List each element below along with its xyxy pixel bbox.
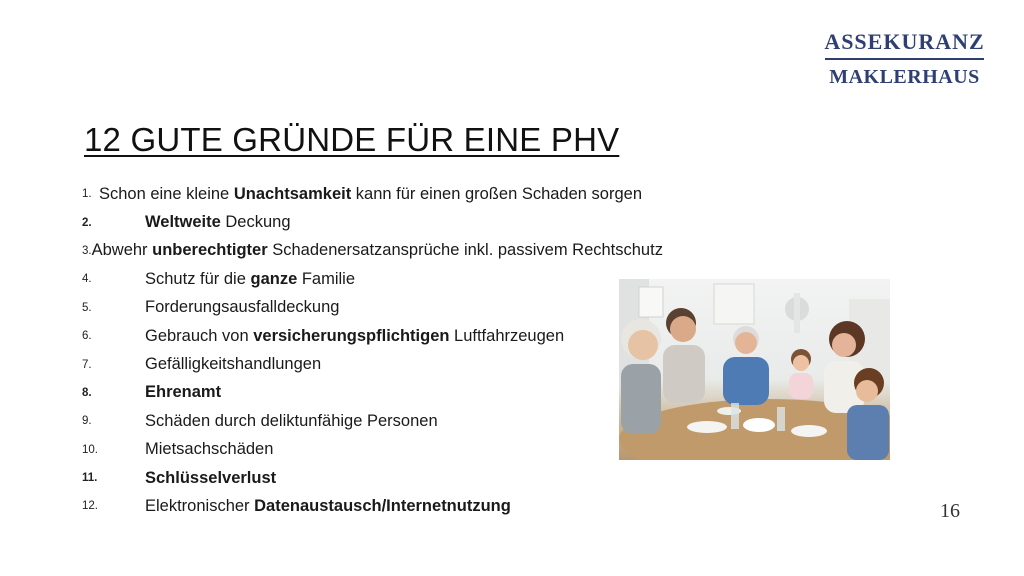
reason-text (145, 213, 291, 232)
reason-item (82, 492, 642, 520)
reason-number: 3. (82, 244, 92, 257)
reason-text-part: Deckung (220, 213, 291, 232)
reason-text (145, 440, 273, 459)
reasons-list (82, 180, 663, 521)
reason-text (145, 383, 221, 402)
reason-text (145, 469, 276, 488)
family-dinner-illustration (619, 279, 890, 460)
reason-item (82, 379, 642, 407)
reason-number: 5. (82, 301, 92, 314)
reason-item (82, 436, 642, 464)
reason-number: 10. (82, 443, 98, 456)
reason-text (145, 355, 321, 374)
reason-number: 7. (82, 358, 92, 371)
reason-text-part: Mietsachschäden (145, 440, 274, 459)
reason-text-emphasis: versicherungspflichtigen (253, 326, 450, 345)
logo-line-2: MAKLERHAUS (829, 66, 980, 88)
reason-text (145, 497, 511, 516)
reason-text-part: Schon eine kleine (98, 184, 234, 203)
reason-item (82, 180, 642, 208)
reason-text-part: Elektronischer (145, 496, 255, 515)
reason-text (145, 327, 564, 346)
reason-number: 4. (82, 273, 92, 286)
reason-text-part: Forderungsausfalldeckung (145, 298, 340, 317)
company-logo (823, 30, 986, 88)
reason-item (82, 208, 642, 236)
logo-divider (825, 58, 984, 60)
reason-item (82, 265, 642, 293)
reason-item (82, 350, 642, 378)
family-dinner-photo (619, 279, 890, 460)
reason-text (92, 241, 663, 260)
reason-text-emphasis: Datenaustausch/Internetnutzung (254, 496, 511, 515)
reason-item (82, 237, 663, 265)
slide-title: 12 GUTE GRÜNDE FÜR EINE PHV (84, 121, 620, 158)
reason-text (145, 270, 355, 289)
reason-item (82, 464, 642, 492)
reason-number: 8. (82, 386, 92, 399)
reason-number: 12. (82, 500, 98, 513)
reason-text-emphasis: Schlüsselverlust (145, 468, 277, 487)
reason-item (82, 322, 642, 350)
reason-number: 1. (82, 188, 92, 201)
reason-text-emphasis: ganze (250, 269, 298, 288)
logo-line-1: ASSEKURANZ (824, 29, 985, 54)
page-number: 16 (940, 500, 960, 522)
reason-text-emphasis: Weltweite (145, 213, 221, 232)
reason-text-emphasis: unberechtigter (152, 241, 268, 260)
reason-number: 2. (82, 216, 92, 229)
reason-item (82, 407, 642, 435)
reason-text (145, 412, 438, 431)
reason-text-part: kann für einen großen Schaden sorgen (351, 184, 642, 203)
reason-text-part: Abwehr (91, 241, 153, 260)
reason-text-part: Schadenersatzansprüche inkl. passivem Rechtschutz (267, 241, 663, 260)
reason-number: 11. (82, 472, 98, 485)
reason-text-emphasis: Unachtsamkeit (233, 184, 352, 203)
reason-text (99, 185, 642, 204)
reason-text-part: Schäden durch deliktunfähige Personen (145, 411, 438, 430)
reason-text-part: Gefälligkeitshandlungen (145, 355, 322, 374)
reason-text-part: Schutz für die (145, 269, 251, 288)
reason-item (82, 294, 642, 322)
reason-text-part: Gebrauch von (145, 326, 254, 345)
reason-number: 9. (82, 415, 92, 428)
reason-text-part: Familie (297, 269, 356, 288)
reason-number: 6. (82, 330, 92, 343)
reason-text-part: Luftfahrzeugen (449, 326, 565, 345)
reason-text (145, 298, 339, 317)
reason-text-emphasis: Ehrenamt (145, 383, 222, 402)
